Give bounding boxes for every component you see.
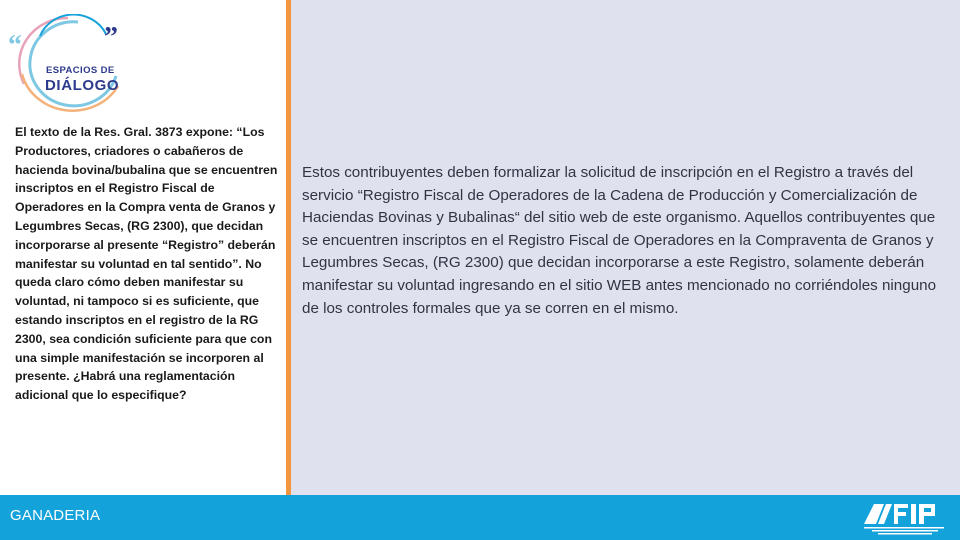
logo-rings-icon [8, 14, 134, 114]
left-panel [0, 0, 286, 495]
logo-line2: DIÁLOGO [45, 77, 120, 94]
espacios-de-dialogo-logo [8, 14, 134, 114]
svg-text:“: “ [8, 30, 22, 61]
main-body-text: Estos contribuyentes deben formalizar la solicitud de inscripción en el Registro a través del servicio “Registro Fiscal de Operadores de la Cadena de Producción y Comercialización de Haciendas Bovinas y Bubalinas“ del sitio web de este organismo. Aquellos contribuyentes que se encuentren inscriptos en el Registro Fiscal de Operadores en la Compraventa de Granos y Legumbres Secas, (RG 2300) que decidan incorporarse a este Registro, solamente deberán manifestar su voluntad ingresando en el sitio WEB antes mencionado no corriéndoles ninguno de los controles formales que ya se corren en el mismo. [302, 164, 937, 317]
svg-text:”: ” [104, 22, 118, 53]
footer-bar [0, 495, 960, 540]
left-note-text: El texto de la Res. Gral. 3873 expone: “Los Productores, criadores o cabañeros de hacienda bovina/bubalina que se encuentren inscriptos en el Registro Fiscal de Operadores en la Compra venta de Granos y Legumbres Secas, (RG 2300), que decidan incorporarse al presente “Registro” deberán manifestar su voluntad en tal sentido”. No queda claro cómo deben manifestar su voluntad, ni tampoco si es suficiente, que estando inscriptos en el registro de la RG 2300, sea condición suficiente para que con una simple manifestación se incorporen al presente. ¿Habrá una reglamentación adicional que lo especifique? [15, 125, 278, 403]
footer-section-label: GANADERIA [10, 507, 101, 524]
logo-line1: ESPACIOS DE [46, 65, 115, 76]
afip-logo-icon [862, 500, 948, 536]
